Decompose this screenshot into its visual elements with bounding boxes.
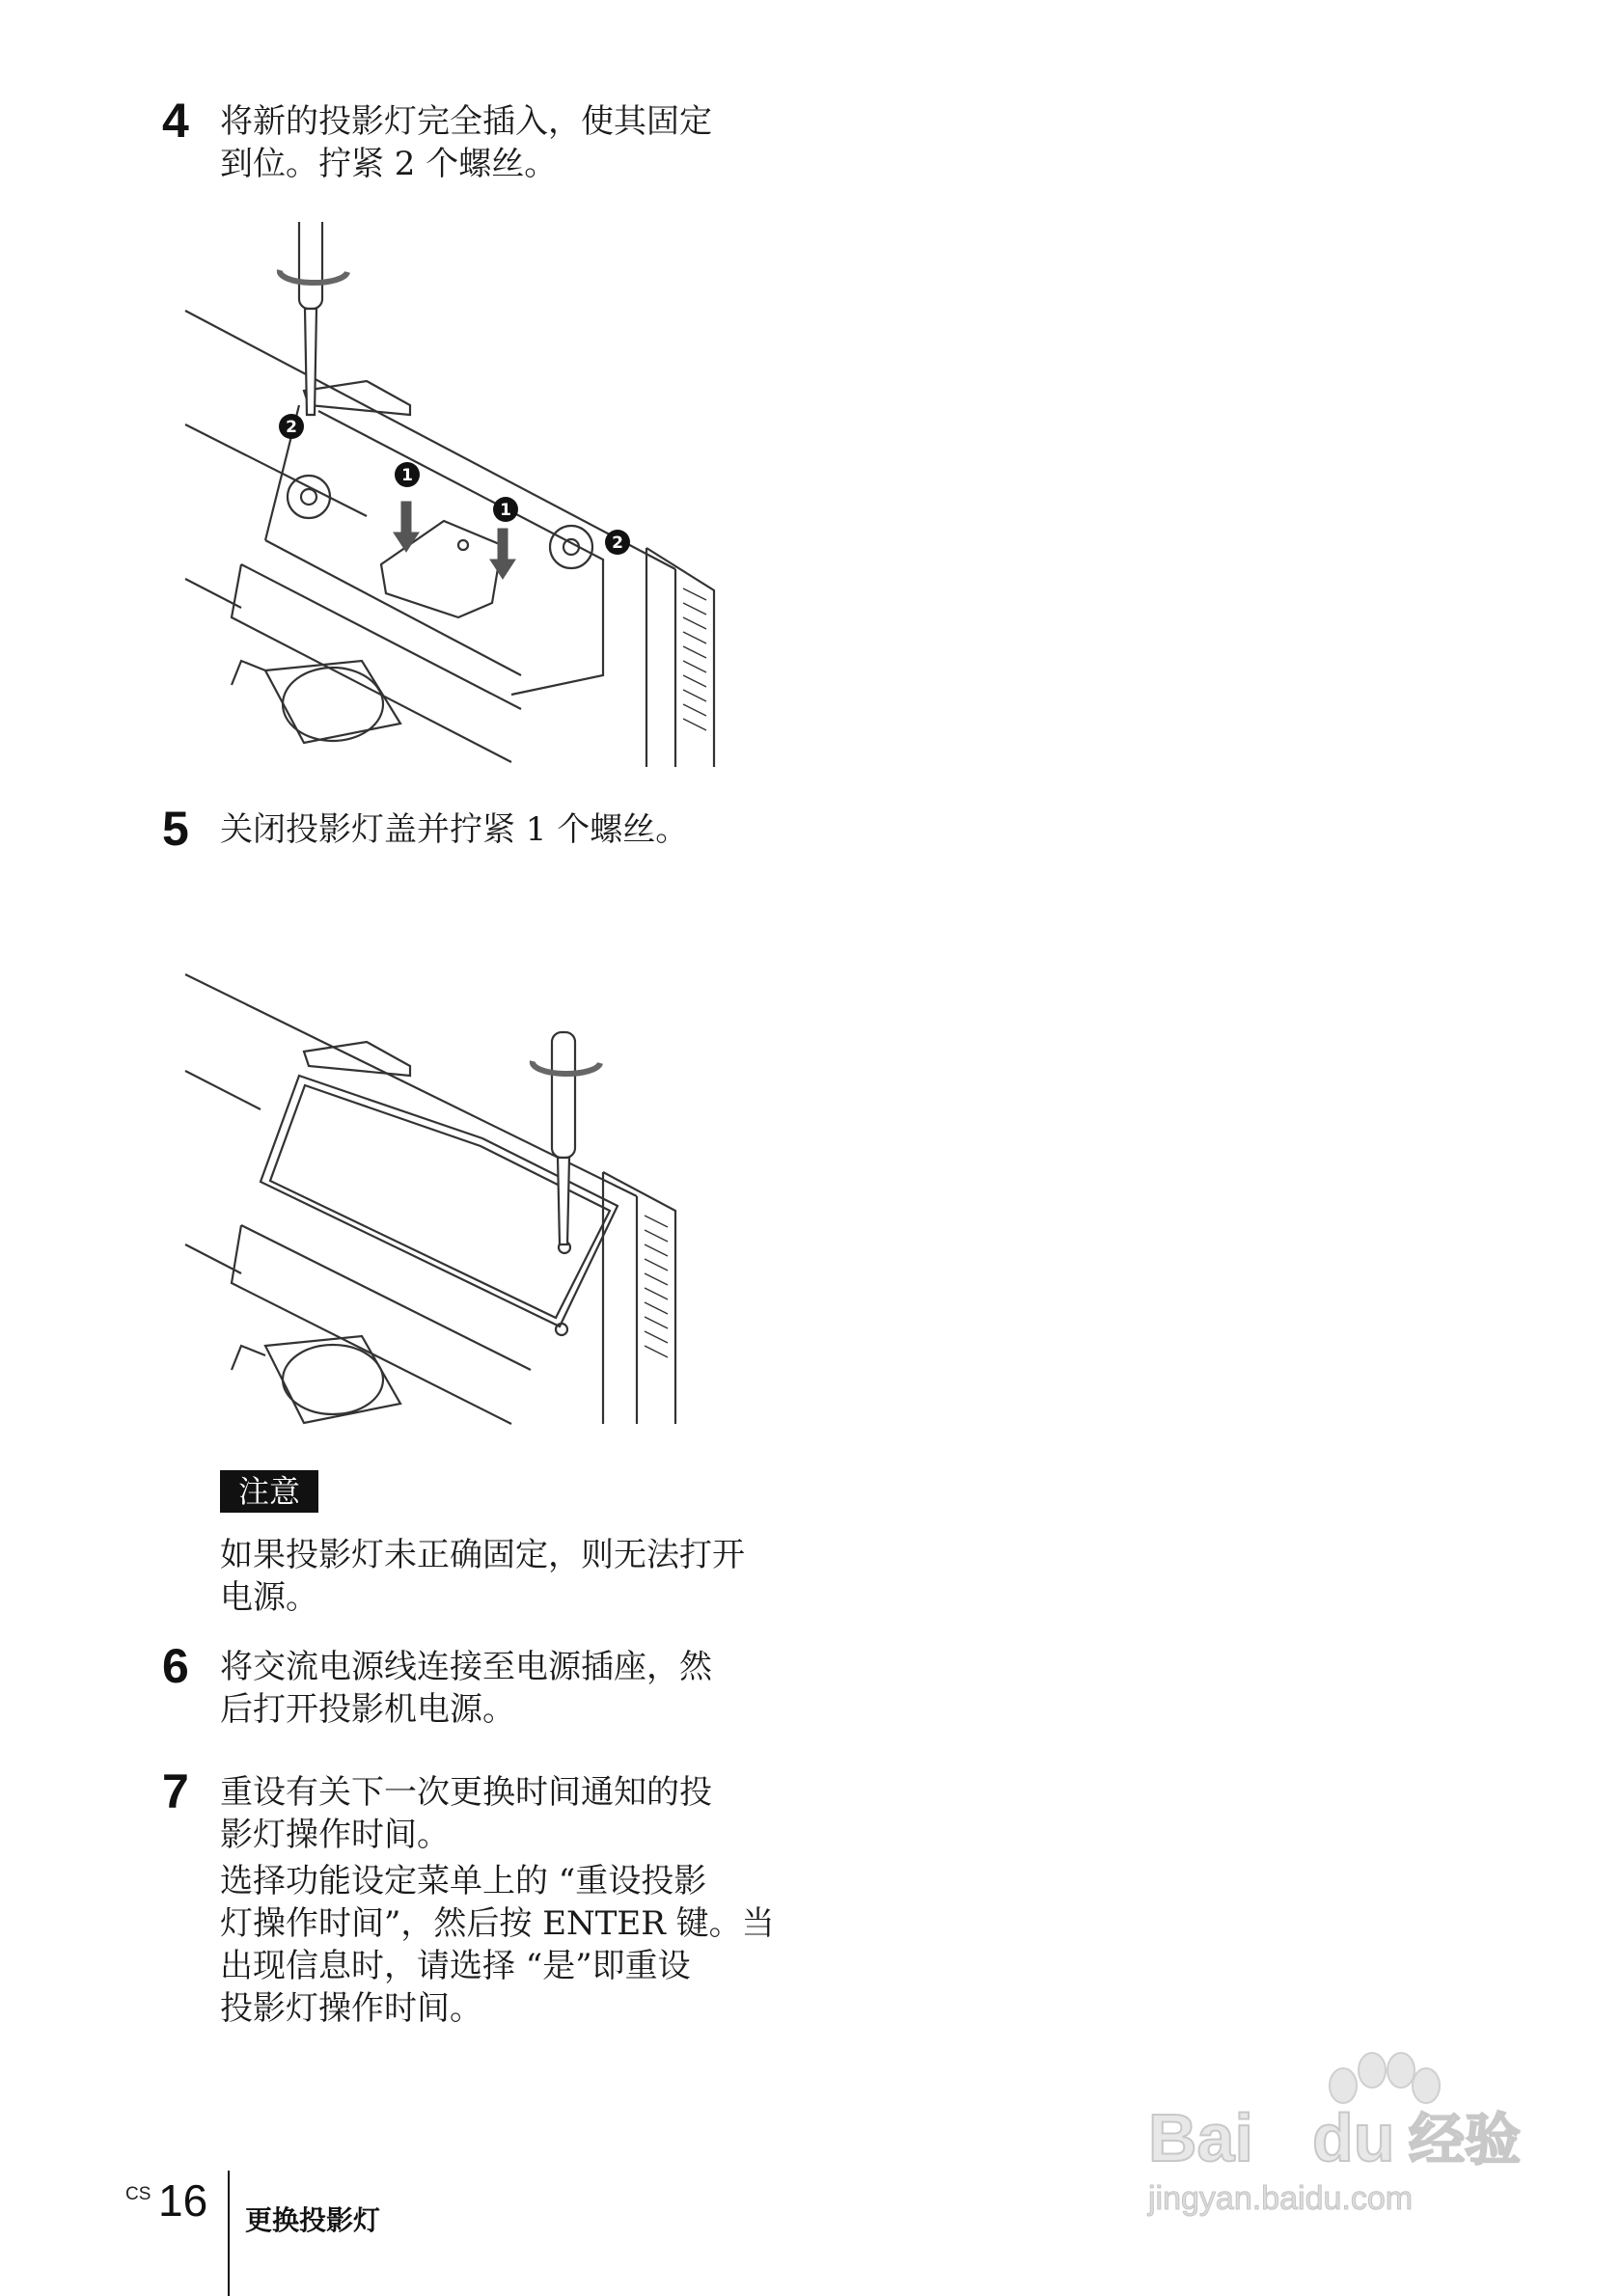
step-6-line-2: 后打开投影机电源。 — [220, 1690, 515, 1729]
step-4-line-1: 将新的投影灯完全插入，使其固定 — [220, 102, 712, 141]
step-6-text — [220, 1646, 712, 1731]
step-4-number: 4 — [162, 94, 189, 148]
svg-text:du: du — [1312, 2100, 1395, 2175]
step-7-text — [220, 1771, 712, 1856]
step-7-detail-line-3: 出现信息时，请选择 “是”即重设 — [220, 1947, 691, 1985]
svg-text:经验: 经验 — [1409, 2107, 1522, 2173]
baidu-jingyan-watermark-icon — [1119, 2036, 1544, 2219]
step-7-detail-line-2: 灯操作时间”，然后按 ENTER 键。当 — [220, 1904, 775, 1943]
step-7-number: 7 — [162, 1764, 189, 1818]
callout-1-right: 1 — [500, 501, 511, 520]
note-badge: 注意 — [220, 1470, 318, 1513]
step-7-detail — [220, 1860, 775, 2030]
step-6-line-1: 将交流电源线连接至电源插座，然 — [220, 1648, 712, 1686]
step-5-text — [220, 808, 688, 851]
lamp-insert-illustration — [174, 222, 733, 772]
step-5-number: 5 — [162, 802, 189, 856]
callout-1-left: 1 — [401, 466, 413, 485]
step-6-number: 6 — [162, 1639, 189, 1693]
note-line-1: 如果投影灯未正确固定，则无法打开 — [220, 1536, 745, 1574]
callout-2-left: 2 — [286, 418, 297, 437]
footer-divider — [228, 2171, 230, 2296]
step-4-line-2: 到位。拧紧 2 个螺丝。 — [220, 145, 558, 183]
lamp-cover-illustration — [174, 965, 733, 1428]
step-7-line-2: 影灯操作时间。 — [220, 1816, 450, 1854]
step-7-detail-line-4: 投影灯操作时间。 — [220, 1989, 482, 2028]
step-5-line-1: 关闭投影灯盖并拧紧 1 个螺丝。 — [220, 810, 689, 849]
step-7-detail-line-1: 选择功能设定菜单上的 “重设投影 — [220, 1862, 707, 1900]
note-text — [220, 1534, 745, 1619]
svg-text:jingyan.baidu.com: jingyan.baidu.com — [1148, 2180, 1414, 2217]
step-7-line-1: 重设有关下一次更换时间通知的投 — [220, 1773, 712, 1812]
svg-text:Bai: Bai — [1148, 2100, 1253, 2175]
step-4-text — [220, 100, 712, 185]
note-line-2: 电源。 — [220, 1578, 318, 1617]
callout-2-right: 2 — [612, 533, 623, 553]
footer-language-code: CS — [125, 2184, 151, 2204]
footer-section-title: 更换投影灯 — [245, 2204, 381, 2236]
page-number: 16 — [158, 2175, 208, 2226]
